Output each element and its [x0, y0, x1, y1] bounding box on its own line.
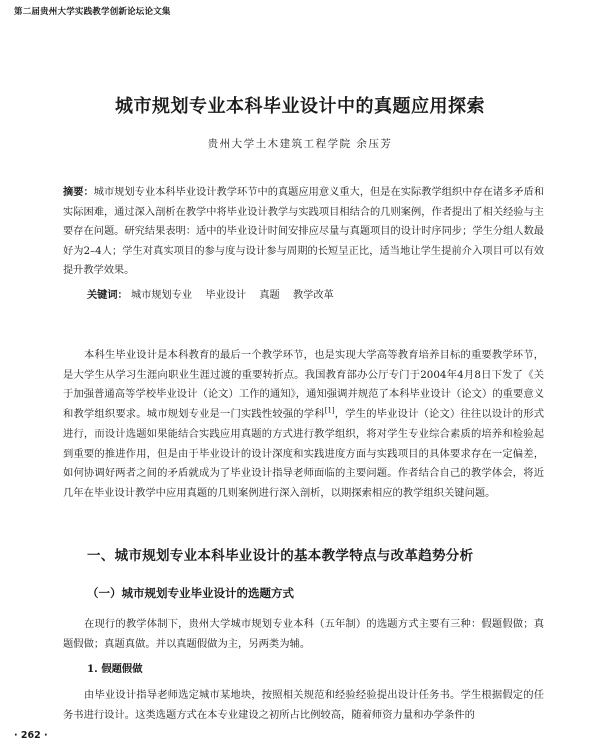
intro-text-part2: ，学生的毕业设计（论文）往往以设计的形式进行，而设计选题如果能结合实践应用真题的方式进行教学组织，将对学生专业综合素质的培养和检验起到重要的推进作用，但是由于毕业设计的设计深度和实践进度方面与实践项目的具体要求存在一定偏差，如何协调好两者之间的矛盾就成为了毕业设计指导老师面临的主要问题。作者结合自己的教学体会，将近几年在毕业设计教学中应用真题的几则案例进行深入剖析，以期探索相应的教学组织关键问题。: [63, 408, 545, 499]
item-paragraph: 由毕业设计指导老师选定城市某地块，按照相关规范和经验经验提出设计任务书。学生根据假定的任务书进行设计。这类选题方式在本专业建设之初所占比例较高，随着师资力量和办学条件的: [63, 689, 544, 721]
selection-methods-paragraph: 在现行的教学体制下，贵州大学城市规划专业本科（五年制）的选题方式主要有三种：假题假做；真题假做；真题真做。并以真题假做为主，另两类为辅。: [63, 618, 544, 650]
keyword: 毕业设计: [205, 290, 247, 301]
author-line: 贵州大学土木建筑工程学院 余压芳: [207, 138, 393, 150]
keyword: 城市规划专业: [131, 290, 193, 301]
intro-text-part1: 本科生毕业设计是本科教育的最后一个教学环节，也是实现大学高等教育培养目标的重要教学环节，是大学生从学习生涯向职业生涯过渡的重要转折点。我国教育部办公厅专门于2004年4月8日下发了《关于加强普通高等学校毕业设计（论文）工作的通知》，通知强调并规范了本科毕业设计（论文）的重要意义和教学组织要求。城市规划专业是一门实践性较强的学科: [63, 349, 544, 421]
paper-title: 城市规划专业本科毕业设计中的真题应用探索: [115, 96, 485, 117]
citation-marker: [1]: [324, 406, 335, 415]
abstract: [63, 183, 544, 281]
keywords-label: 关键词：: [87, 289, 128, 301]
subsection-heading: （一）城市规划专业毕业设计的选题方式: [87, 586, 294, 600]
keyword: 真题: [259, 290, 280, 301]
keywords: [87, 286, 344, 305]
running-header: 第二届贵州大学实践教学创新论坛论文集: [14, 7, 171, 17]
abstract-label: 摘要：: [63, 186, 94, 198]
intro-paragraph: [63, 346, 544, 504]
item-heading: 1. 假题假做: [87, 663, 143, 675]
section-heading: 一、城市规划专业本科毕业设计的基本教学特点与改革趋势分析: [87, 548, 474, 564]
abstract-text: 城市规划专业本科毕业设计教学环节中的真题应用意义重大，但是在实际教学组织中存在诸多矛盾和实际困难，通过深入剖析在教学中将毕业设计教学与实践项目相结合的几则案例，作者提出了相关经验与主要存在问题。研究结果表明：适中的毕业设计时间安排应尽量与真题项目的设计时序同步；学生分组人数最好为2–4人；学生对真实项目的参与度与设计参与周期的长短呈正比，适当地让学生提前介入项目可以有效提升教学效果。: [63, 187, 545, 277]
keyword: 教学改革: [293, 290, 334, 301]
page-number: · 262 ·: [14, 730, 48, 741]
